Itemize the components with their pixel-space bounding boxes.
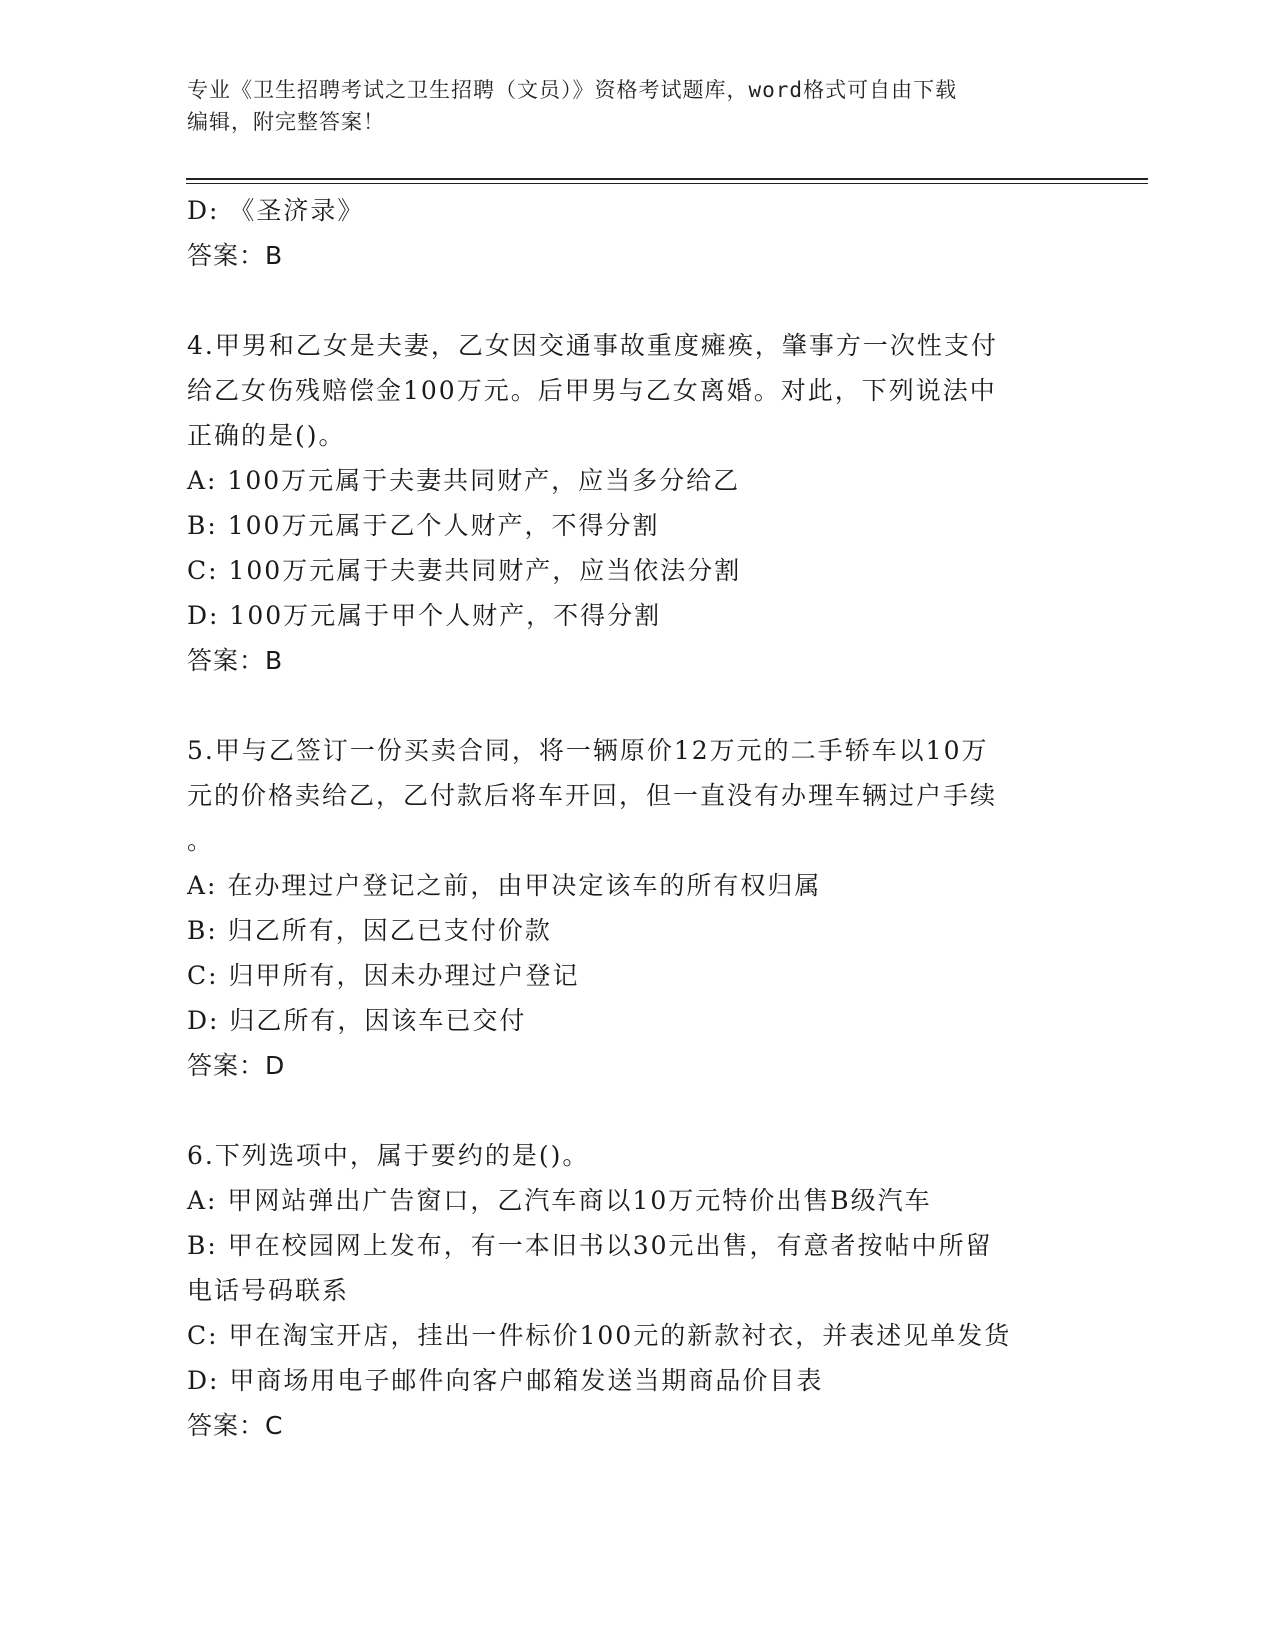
q6-stem-line-1: 6.下列选项中，属于要约的是()。 <box>187 1141 590 1170</box>
q4-option-b: B: 100万元属于乙个人财产，不得分割 <box>187 511 660 540</box>
header-rule-thick <box>186 178 1148 180</box>
q6-answer: 答案：C <box>187 1411 284 1440</box>
q6-option-a: A: 甲网站弹出广告窗口，乙汽车商以10万元特价出售B级汽车 <box>187 1186 932 1215</box>
q5-answer: 答案：D <box>187 1051 286 1080</box>
q4-stem-line-1: 4.甲男和乙女是夫妻，乙女因交通事故重度瘫痪，肇事方一次性支付 <box>187 331 998 360</box>
header-rule-thin <box>186 183 1148 184</box>
header-line-1: 专业《卫生招聘考试之卫生招聘（文员）》资格考试题库，word格式可自由下载 <box>187 78 958 102</box>
q6-option-b-line-1: B: 甲在校园网上发布，有一本旧书以30元出售，有意者按帖中所留 <box>187 1231 993 1260</box>
q5-option-b: B: 归乙所有，因乙已支付价款 <box>187 916 552 945</box>
q6-option-c: C: 甲在淘宝开店，挂出一件标价100元的新款衬衣，并表述见单发货 <box>187 1321 1012 1350</box>
page-header <box>187 74 1087 138</box>
q4-option-d: D: 100万元属于甲个人财产，不得分割 <box>187 601 662 630</box>
q5-option-d: D: 归乙所有，因该车已交付 <box>187 1006 527 1035</box>
q4-stem-line-2: 给乙女伤残赔偿金100万元。后甲男与乙女离婚。对此，下列说法中 <box>187 376 997 405</box>
q5-stem-line-3: 。 <box>187 826 215 855</box>
question-content <box>187 188 1087 1448</box>
spacer <box>187 1088 1087 1133</box>
q4-option-a: A: 100万元属于夫妻共同财产，应当多分给乙 <box>187 466 741 495</box>
spacer <box>187 683 1087 728</box>
q6-option-b-line-2: 电话号码联系 <box>187 1276 350 1305</box>
q4-answer: 答案：B <box>187 646 284 675</box>
header-line-2: 编辑，附完整答案！ <box>187 110 385 134</box>
q5-option-a: A: 在办理过户登记之前，由甲决定该车的所有权归属 <box>187 871 822 900</box>
q4-stem-line-3: 正确的是()。 <box>187 421 346 450</box>
q5-stem-line-1: 5.甲与乙签订一份买卖合同，将一辆原价12万元的二手轿车以10万 <box>187 736 989 765</box>
q3-option-d: D: 《圣济录》 <box>187 196 365 225</box>
q5-stem-line-2: 元的价格卖给乙，乙付款后将车开回，但一直没有办理车辆过户手续 <box>187 781 998 810</box>
spacer <box>187 278 1087 323</box>
q3-answer: 答案：B <box>187 241 284 270</box>
q6-option-d: D: 甲商场用电子邮件向客户邮箱发送当期商品价目表 <box>187 1366 824 1395</box>
q5-option-c: C: 归甲所有，因未办理过户登记 <box>187 961 580 990</box>
q4-option-c: C: 100万元属于夫妻共同财产，应当依法分割 <box>187 556 742 585</box>
